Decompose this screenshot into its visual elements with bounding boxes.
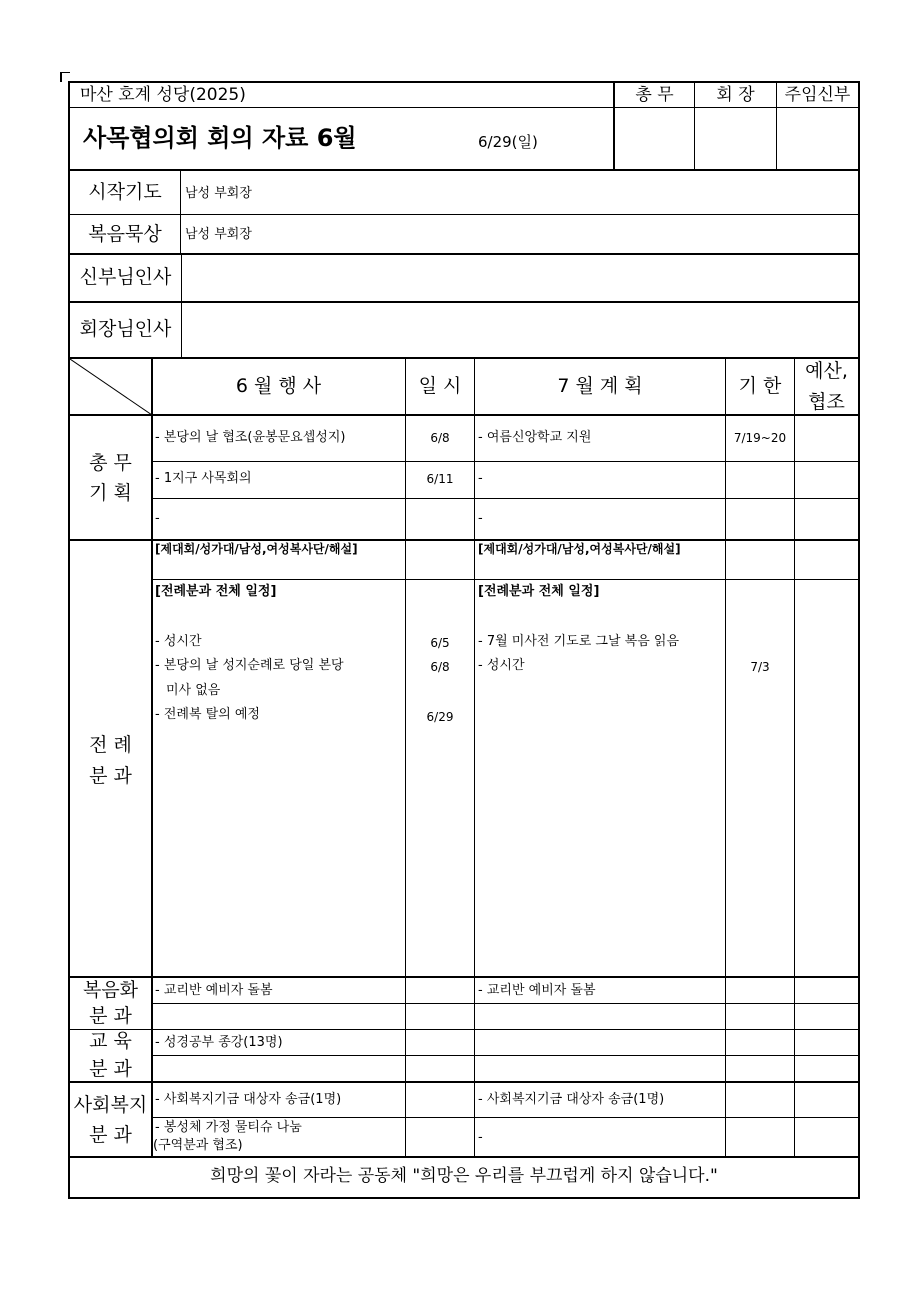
rule <box>68 976 860 978</box>
rule <box>152 461 858 462</box>
diagonal-header-cell <box>70 359 152 415</box>
rule <box>68 1029 860 1030</box>
liturgy-june-date: 6/29 <box>426 710 454 724</box>
rule <box>725 359 726 1157</box>
col-deadline: 기 한 <box>738 375 782 397</box>
general-june-item: - 1지구 사목회의 <box>155 471 252 486</box>
liturgy-july-deadline: 7/3 <box>750 660 770 674</box>
rule <box>68 414 860 416</box>
col-date: 일 시 <box>418 375 462 397</box>
rule <box>474 359 475 1157</box>
rule <box>68 169 860 171</box>
footer-motto: 희망의 꽃이 자라는 공동체 "희망은 우리를 부끄럽게 하지 않습니다." <box>210 1166 718 1186</box>
rule <box>794 359 795 1157</box>
rule <box>68 539 860 541</box>
liturgy-june-item: - 전례복 탈의 예정 <box>155 707 260 722</box>
rule <box>152 579 858 580</box>
rule <box>68 107 860 108</box>
rule <box>151 359 153 1157</box>
rule <box>152 1117 858 1118</box>
section-label: 분 과 <box>89 1124 132 1146</box>
col-budget-line2: 협조 <box>808 391 845 413</box>
info-label: 신부님인사 <box>79 266 172 288</box>
liturgy-june-item: - 성시간 <box>155 634 202 649</box>
rule <box>858 81 860 171</box>
rule <box>68 1197 860 1199</box>
general-june-item: - <box>155 511 160 526</box>
section-label: 분 과 <box>89 1058 132 1080</box>
liturgy-june-date: 6/8 <box>430 660 450 674</box>
col-budget-line1: 예산, <box>805 360 848 382</box>
general-july-deadline: 7/19~20 <box>733 431 787 445</box>
rule <box>68 81 70 171</box>
evangelization-june-item: - 교리반 예비자 돌봄 <box>155 983 273 998</box>
approval-president: 회 장 <box>716 85 755 105</box>
liturgy-groups-june: [제대회/성가대/남성,여성복사단/해설] <box>155 542 358 556</box>
rule <box>60 72 70 73</box>
liturgy-july-item: - 7월 미사전 기도로 그날 복음 읽음 <box>478 634 680 649</box>
liturgy-june-item: 미사 없음 <box>166 683 221 698</box>
education-june-item: - 성경공부 종강(13명) <box>155 1035 283 1050</box>
rule <box>858 169 860 1199</box>
rule <box>180 171 181 254</box>
evangelization-july-item: - 교리반 예비자 돌봄 <box>478 983 596 998</box>
section-label: 교 육 <box>89 1030 132 1052</box>
general-july-item: - <box>478 471 483 486</box>
rule <box>68 81 860 83</box>
meeting-date: 6/29(일) <box>478 133 538 151</box>
section-label: 분 과 <box>89 1005 132 1027</box>
section-label: 기 획 <box>89 482 132 504</box>
rule <box>152 1003 858 1004</box>
col-june-events: 6 월 행 사 <box>235 375 322 397</box>
info-value: 남성 부회장 <box>185 186 252 201</box>
rule <box>181 254 182 358</box>
liturgy-schedule-july: [전례분과 전체 일정] <box>478 584 600 599</box>
info-label: 시작기도 <box>88 181 162 203</box>
section-label: 분 과 <box>89 765 132 787</box>
rule <box>68 1156 860 1158</box>
info-label: 회장님인사 <box>79 318 172 340</box>
welfare-june-item: (구역분과 협조) <box>153 1138 243 1153</box>
rule <box>152 1055 858 1056</box>
info-label: 복음묵상 <box>88 223 162 245</box>
welfare-june-item: - 봉성체 가정 물티슈 나눔 <box>155 1120 302 1135</box>
page-title: 사목협의회 회의 자료 6월 <box>83 124 357 152</box>
parish-name: 마산 호계 성당(2025) <box>80 85 246 105</box>
general-july-item: - <box>478 511 483 526</box>
section-label: 전 례 <box>89 734 132 756</box>
welfare-july-item: - 사회복지기금 대상자 송금(1명) <box>478 1092 665 1107</box>
welfare-july-item: - <box>478 1130 483 1145</box>
approval-general: 총 무 <box>635 85 674 105</box>
general-june-item: - 본당의 날 협조(윤봉문요셉성지) <box>155 430 346 445</box>
liturgy-schedule-june: [전례분과 전체 일정] <box>155 584 277 599</box>
welfare-june-item: - 사회복지기금 대상자 송금(1명) <box>155 1092 342 1107</box>
rule <box>68 253 860 255</box>
liturgy-june-item: - 본당의 날 성지순례로 당일 본당 <box>155 658 344 673</box>
rule <box>60 72 62 82</box>
rule <box>68 301 860 303</box>
section-label: 사회복지 <box>73 1094 148 1116</box>
rule <box>68 1081 860 1083</box>
section-label: 총 무 <box>89 452 132 474</box>
approval-pastor: 주임신부 <box>784 85 851 105</box>
general-june-date: 6/8 <box>430 431 450 445</box>
rule <box>68 357 860 359</box>
rule <box>152 498 858 499</box>
liturgy-groups-july: [제대회/성가대/남성,여성복사단/해설] <box>478 542 681 556</box>
liturgy-july-item: - 성시간 <box>478 658 525 673</box>
rule <box>68 214 860 215</box>
general-july-item: - 여름신앙학교 지원 <box>478 430 592 445</box>
section-label: 복음화 <box>82 979 139 1001</box>
general-june-date: 6/11 <box>426 472 454 486</box>
liturgy-june-date: 6/5 <box>430 636 450 650</box>
info-value: 남성 부회장 <box>185 227 252 242</box>
col-july-plan: 7 월 계 획 <box>557 375 643 397</box>
